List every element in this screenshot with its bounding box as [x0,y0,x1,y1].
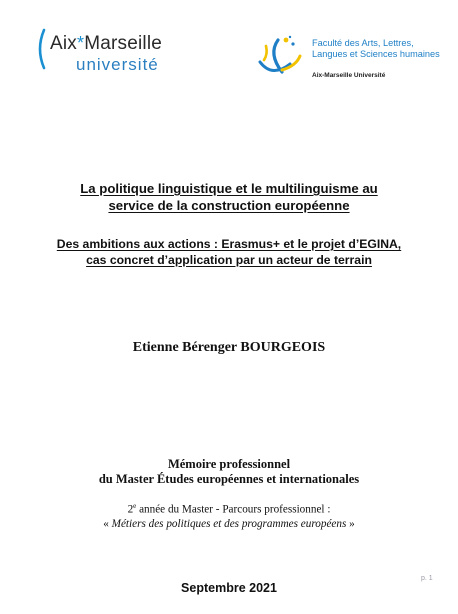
amu-logo-aix: Aix [50,33,77,54]
document-title-line2: service de la construction européenne [108,198,350,213]
page-number: p. 1 [421,575,433,582]
document-subtitle-line1: Des ambitions aux actions : Erasmus+ et le projet d’EGINA, [56,237,402,251]
quote-close: » [346,518,355,530]
program-year-text: année du Master - Parcours professionnel : [136,503,331,516]
amu-logo-marseille: Marseille [84,33,163,54]
memoire-type: Mémoire professionnel [167,457,291,471]
amu-logo [36,28,206,88]
document-subtitle-line2: cas concret d’application par un acteur de terrain [86,253,372,267]
faculty-name-line1: Faculté des Arts, Lettres, [312,38,414,48]
amu-logo-wordmark [50,33,162,55]
master-program-name: du Master Études européennes et internationales [98,472,360,486]
faculty-logo [256,34,456,84]
faculty-name-line2: Langues et Sciences humaines [312,49,440,59]
program-year [0,502,458,516]
program-year-number: 2 [127,503,134,516]
quote-open: « [103,518,112,530]
amu-parenthesis-icon [36,28,46,70]
program-track-name: Métiers des politiques et des programmes européens [111,518,347,530]
document-date: Septembre 2021 [181,581,277,595]
amu-star-icon: * [77,33,85,53]
document-title-line1: La politique linguistique et le multilinguisme au [80,181,378,196]
faculty-emblem-icon [256,34,308,80]
program-year-superscript: e [133,502,137,510]
amu-logo-universite: université [76,55,159,74]
faculty-university-name: Aix-Marseille Université [312,72,386,79]
author-name: Etienne Bérenger BOURGEOIS [132,340,326,355]
program-track [0,518,458,530]
